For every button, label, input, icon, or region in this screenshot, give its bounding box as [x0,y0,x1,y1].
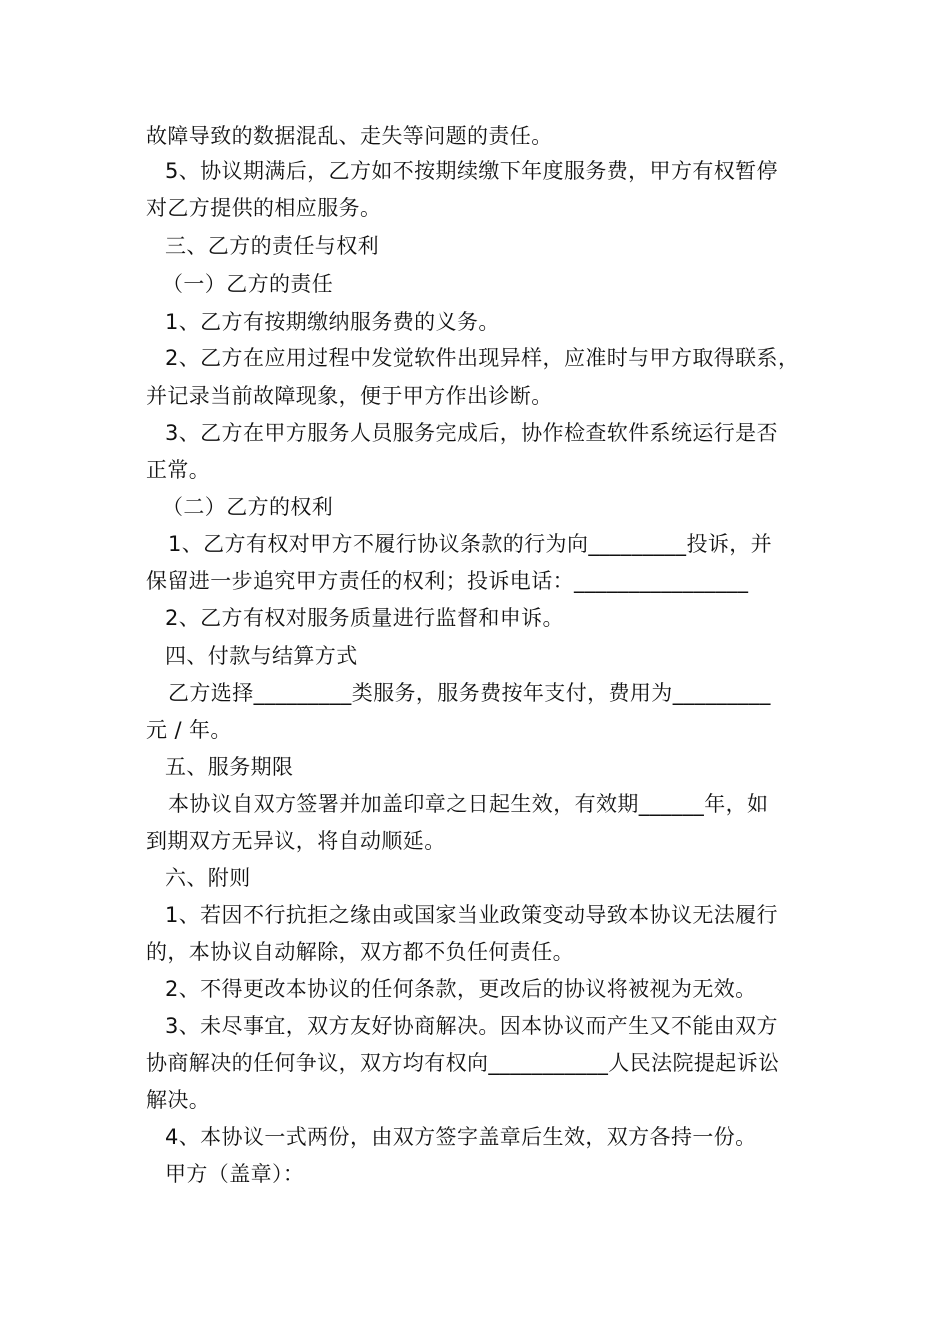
text-line: 保留进一步追究甲方责任的权利；投诉电话：________________ [146,569,749,593]
subsection-heading: （二）乙方的权利 [162,495,334,519]
signature-label: 甲方（盖章）： [165,1162,305,1186]
text-line: 元 / 年。 [146,718,232,742]
section-heading: 三、乙方的责任与权利 [165,234,379,258]
text-line: 并记录当前故障现象，便于甲方作出诊断。 [146,384,553,408]
text-line: 2、乙方有权对服务质量进行监督和申诉。 [165,606,564,630]
text-line: 的，本协议自动解除，双方都不负任何责任。 [146,940,574,964]
text-line: 乙方选择_________类服务，服务费按年支付，费用为_________ [168,681,771,705]
section-heading: 五、服务期限 [165,755,294,779]
text-line: 5、协议期满后，乙方如不按期续缴下年度服务费，甲方有权暂停 [165,159,778,183]
text-line: 正常。 [146,458,211,482]
text-line: 对乙方提供的相应服务。 [146,196,382,220]
text-line: 3、未尽事宜，双方友好协商解决。因本协议而产生又不能由双方 [165,1014,778,1038]
text-line: 到期双方无异议，将自动顺延。 [146,829,446,853]
text-line: 2、不得更改本协议的任何条款，更改后的协议将被视为无效。 [165,977,757,1001]
subsection-heading: （一）乙方的责任 [162,272,334,296]
text-line: 1、乙方有按期缴纳服务费的义务。 [165,310,500,334]
text-line: 4、本协议一式两份，由双方签字盖章后生效，双方各持一份。 [165,1125,757,1149]
text-line: 协商解决的任何争议，双方均有权向___________人民法院提起诉讼 [146,1051,780,1075]
section-heading: 四、付款与结算方式 [165,644,358,668]
section-heading: 六、附则 [165,866,251,890]
text-line: 解决。 [146,1088,211,1112]
text-line: 本协议自双方签署并加盖印章之日起生效，有效期______年，如 [168,792,769,816]
text-line: 故障导致的数据混乱、走失等问题的责任。 [146,124,553,148]
text-line: 1、乙方有权对甲方不履行协议条款的行为向_________投诉，并 [168,532,773,556]
text-line: 2、乙方在应用过程中发觉软件出现异样，应准时与甲方取得联系， [165,346,800,370]
text-line: 1、若因不行抗拒之缘由或国家当业政策变动导致本协议无法履行 [165,903,778,927]
text-line: 3、乙方在甲方服务人员服务完成后，协作检查软件系统运行是否 [165,421,778,445]
